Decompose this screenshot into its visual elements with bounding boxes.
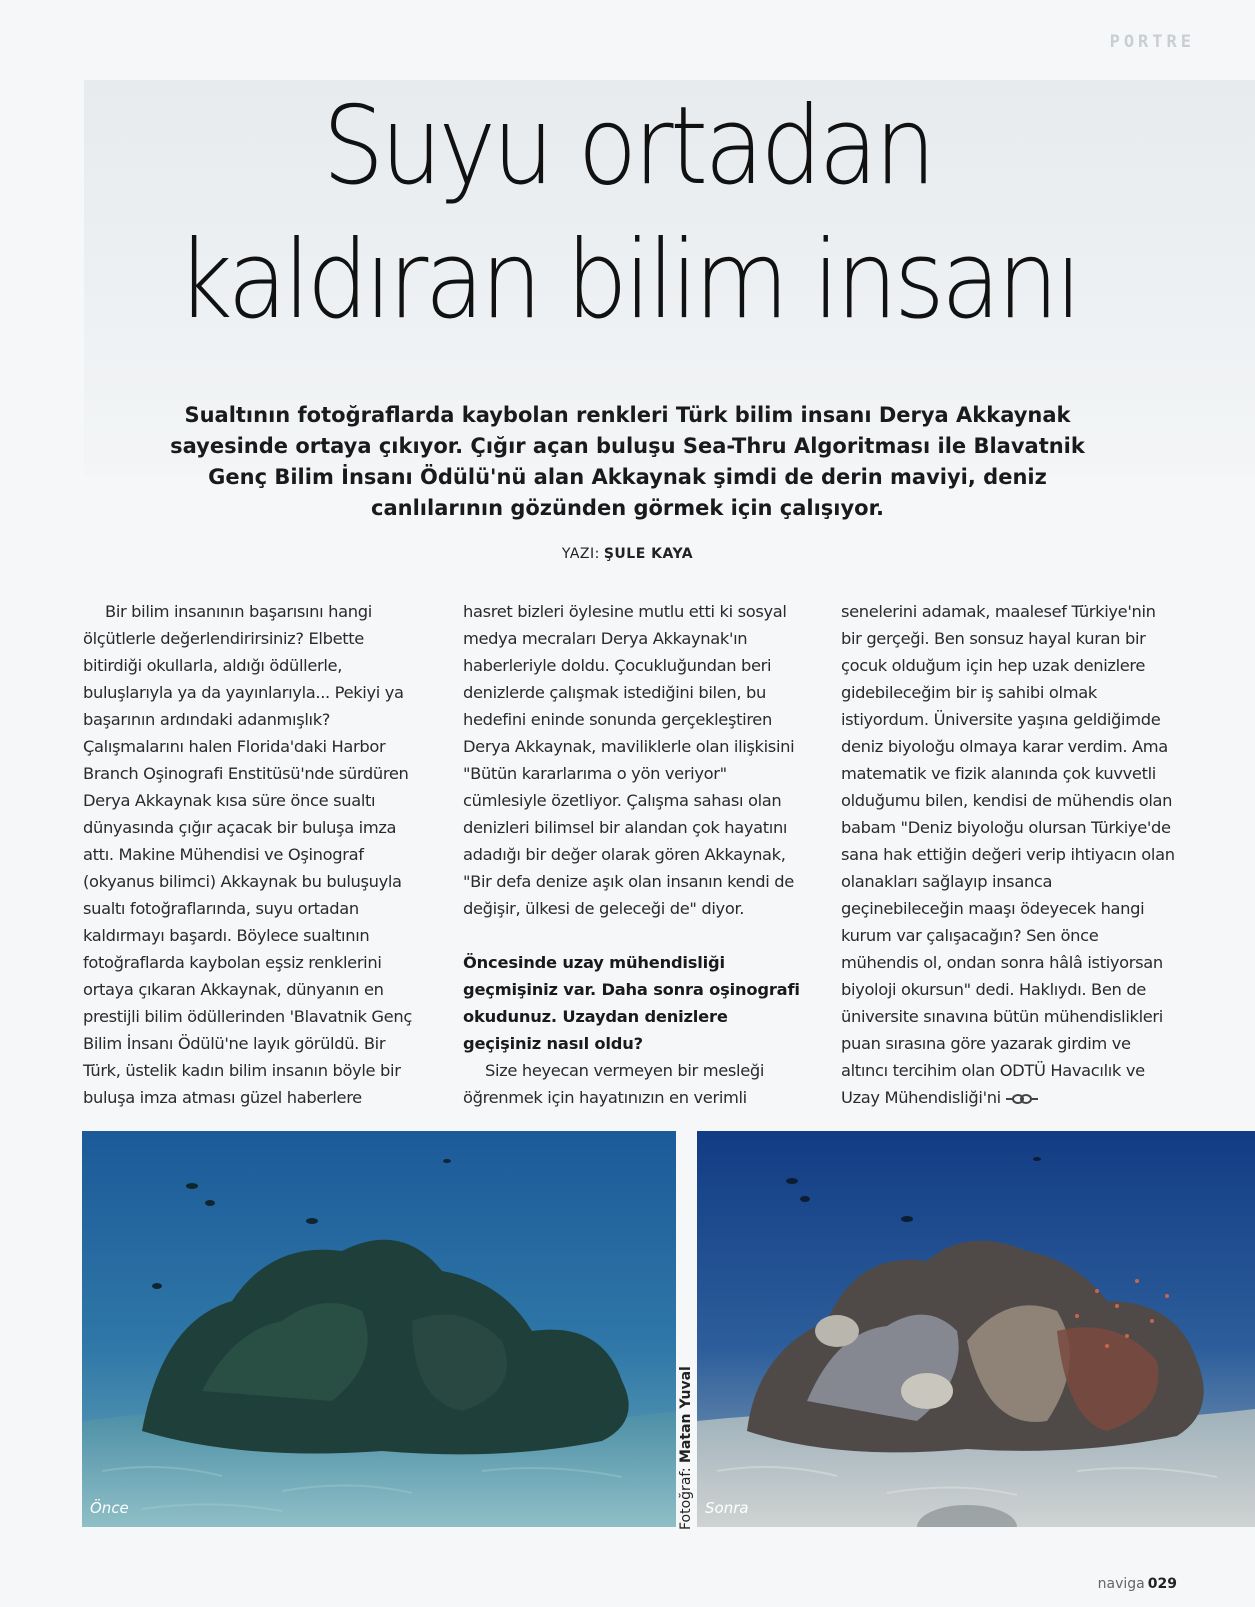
photo-before: [82, 1131, 676, 1527]
lead-paragraph: Sualtının fotoğraflarda kaybolan renkleri Türk bilim insanı Derya Akkaynak sayesinde ortaya çıkıyor. Çığır açan buluşu Sea-Thru Algoritması ile Blavatnik Genç Bilim İnsanı Ödülü'nü alan Akkaynak şimdi de derin maviyi, deniz canlılarının gözünden görmek için çalışıyor.: [170, 403, 1085, 520]
title-line-1: Suyu ortadan: [322, 84, 933, 209]
article-column-2: [463, 598, 801, 1111]
byline: [0, 546, 1255, 562]
reef-after-image: [697, 1131, 1255, 1527]
body-paragraph: Size heyecan vermeyen bir mesleği öğrenmek için hayatınızın en verimli: [463, 1061, 765, 1107]
page-footer: [1098, 1576, 1177, 1592]
body-paragraph: hasret bizleri öylesine mutlu etti ki sosyal medya mecraları Derya Akkaynak'ın haberleriyle doldu. Çocukluğundan beri denizlerde çalışmak istediğini bilen, bu hedefini eninde sonunda gerçekleştiren Derya Akkaynak, maviliklerle olan ilişkisini "Bütün kararlarıma o yön veriyor" cümlesiyle özetliyor. Çalışma sahası olan denizleri bilimsel bir alandan çok hayatını adadığı bir değer olarak gören Akkaynak, "Bir defa denize aşık olan insanın kendi de değişir, ülkesi de geleceği de" diyor.: [463, 602, 795, 918]
photo-label-after: Sonra: [705, 1499, 749, 1517]
body-text: senelerini adamak, maalesef Türkiye'nin bir gerçeği. Ben sonsuz hayal kuran bir çocuk olduğum için hep uzak denizlere gidebileceğim bir iş sahibi olmak istiyordum. Üniversite yaşına geldiğimde deniz biyoloğu olmaya karar verdim. Ama matematik ve fizik alanında çok kuvvetli olduğumu bilen, kendisi de mühendis olan babam "Deniz biyoloğu olursan Türkiye'de sana hak ettiğin değeri verip ihtiyacın olan olanakları sağlayıp insanca geçinebileceğin maaşı ödeyecek hangi kurum var çalışacağın? Sen önce mühendis ol, ondan sonra hâlâ istiyorsan biyoloji okursun" dedi. Haklıydı. Ben de üniversite sınavına bütün mühendislikleri puan sırasına göre yazarak girdim ve altıncı tercihim olan ODTÜ Havacılık ve Uzay Mühendisliği'ni: [841, 602, 1175, 1107]
body-paragraph: Bir bilim insanının başarısını hangi ölçütlerle değerlendirirsiniz? Elbette bitirdiği okullarla, aldığı ödüllerle, buluşlarıyla ya da yayınlarıyla... Pekiyi ya başarının ardındaki adanmışlık? Çalışmalarını halen Florida'daki Harbor Branch Oşinografi Enstitüsü'nde sürdüren Derya Akkaynak kısa süre önce sualtı dünyasında çığır açacak bir buluşa imza attı. Makine Mühendisi ve Oşinograf (okyanus bilimci) Akkaynak bu buluşuyla sualtı fotoğraflarında, suyu ortadan kaldırmayı başardı. Böylece sualtının fotoğraflarda kaybolan eşsiz renklerini ortaya çıkaran Akkaynak, dünyanın en prestijli bilim ödüllerinden 'Blavatnik Genç Bilim İnsanı Ödülü'ne layık görüldü. Bir Türk, üstelik kadın bilim insanın böyle bir buluşa imza atması güzel haberlere: [83, 602, 412, 1107]
knot-icon: [1005, 1092, 1039, 1106]
photo-after: [697, 1131, 1255, 1527]
credit-name: Matan Yuval: [678, 1366, 694, 1463]
reef-before-image: [82, 1131, 676, 1527]
photo-credit: [678, 1366, 694, 1530]
photo-label-before: Önce: [90, 1499, 129, 1517]
article-column-1: [83, 598, 421, 1111]
page-title: [63, 80, 1193, 348]
byline-label: YAZI:: [561, 546, 600, 562]
page-number: 029: [1147, 1576, 1177, 1592]
article-column-3: [841, 598, 1179, 1111]
byline-author: ŞULE KAYA: [603, 546, 694, 562]
section-tag: PORTRE: [1109, 32, 1195, 52]
interview-question: Öncesinde uzay mühendisliği geçmişiniz var. Daha sonra oşinografi okudunuz. Uzaydan denizlere geçişiniz nasıl oldu?: [463, 953, 800, 1053]
credit-label: Fotoğraf:: [678, 1467, 694, 1530]
magazine-name: naviga: [1097, 1576, 1145, 1592]
body-paragraph: [841, 598, 1179, 1111]
title-line-2: kaldıran bilim insanı: [176, 218, 1079, 343]
